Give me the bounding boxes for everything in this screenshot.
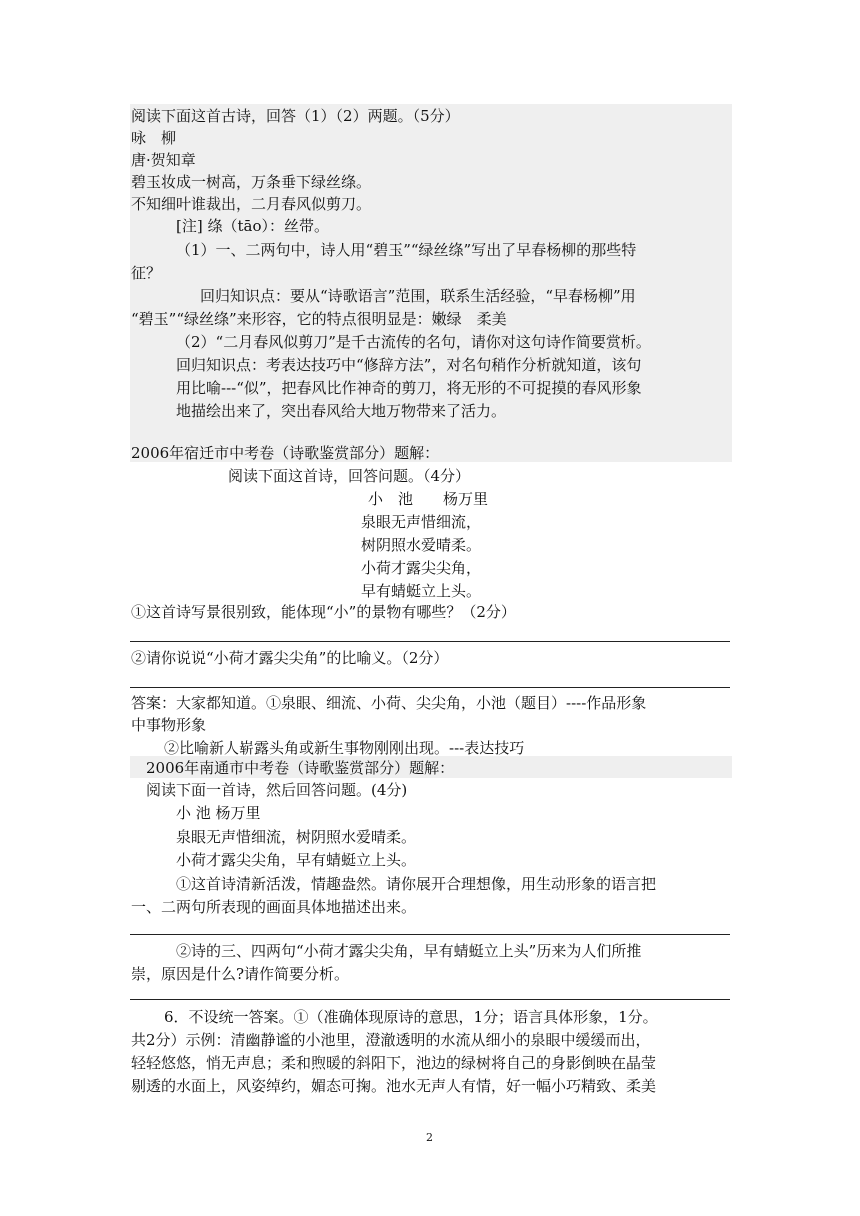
s3-ans-line4: 剔透的水面上，风姿绰约，媚态可掬。池水无声人有情，好一幅小巧精致、柔美 (131, 1077, 657, 1095)
s1-poem-title: 咏 柳 (131, 129, 177, 147)
s3-poem-title: 小 池 杨万里 (176, 804, 261, 822)
s2-ans-line2: 中事物形象 (131, 716, 207, 734)
s2-intro: 阅读下面这首诗，回答问题。（4分） (228, 467, 471, 485)
s1-poem-line1: 碧玉妆成一树高，万条垂下绿丝绦。 (131, 173, 372, 191)
s3-q1-line2: 一、二两句所表现的画面具体地描述出来。 (131, 898, 417, 916)
s3-q2-line1: ②诗的三、四两句“小荷才露尖尖角，早有蜻蜓立上头”历来为人们所推 (176, 942, 642, 960)
s1-a2-line3: 地描绘出来了，突出春风给大地万物带来了活力。 (176, 402, 507, 420)
s2-poem-line1: 泉眼无声惜细流， (361, 513, 482, 531)
s2-poem-line4: 早有蜻蜓立上头。 (361, 582, 482, 600)
answer-line (130, 999, 730, 1000)
s1-q1-line1: （1）一、二两句中，诗人用“碧玉”“绿丝绦”写出了早春杨柳的那些特 (176, 241, 637, 259)
s3-ans-line1: 6．不设统一答案。①（准确体现原诗的意思，1分；语言具体形象，1分。 (164, 1008, 658, 1026)
s2-ans-line3: ②比喻新人崭露头角或新生事物刚刚出现。---表达技巧 (164, 739, 525, 757)
s3-intro: 阅读下面一首诗，然后回答问题。(4分) (146, 781, 408, 799)
s1-note: [注] 绦（tāo）：丝带。 (176, 217, 329, 235)
s2-poem-line3: 小荷才露尖尖角， (361, 559, 482, 577)
s2-q2: ②请你说说“小荷才露尖尖角”的比喻义。（2分） (131, 649, 449, 667)
s1-intro: 阅读下面这首古诗，回答（1）（2）两题。（5分） (131, 107, 460, 125)
s2-poem-title: 小 池 杨万里 (368, 490, 489, 508)
s1-q2: （2）“二月春风似剪刀”是千古流传的名句，请你对这句诗作简要赏析。 (176, 333, 651, 351)
s1-poem-author: 唐·贺知章 (131, 151, 196, 169)
s2-ans-line1: 答案：大家都知道。①泉眼、细流、小荷、尖尖角，小池（题目）----作品形象 (131, 694, 647, 712)
s3-poem-line1: 泉眼无声惜细流，树阴照水爱晴柔。 (176, 828, 417, 846)
answer-line (130, 934, 730, 935)
s1-poem-line2: 不知细叶谁裁出，二月春风似剪刀。 (131, 195, 372, 213)
s3-q1-line1: ①这首诗清新活泼，情趣盎然。请你展开合理想像，用生动形象的语言把 (176, 875, 657, 893)
s2-poem-line2: 树阴照水爱晴柔。 (361, 536, 482, 554)
answer-line (130, 687, 730, 688)
s3-q2-line2: 崇，原因是什么?请作简要分析。 (131, 965, 350, 983)
answer-line (130, 641, 730, 642)
s1-a1-line2: “碧玉”“绿丝绦”来形容，它的特点很明显是：嫩绿 柔美 (131, 310, 507, 328)
s3-poem-line2: 小荷才露尖尖角，早有蜻蜓立上头。 (176, 851, 417, 869)
s1-a2-line2: 用比喻---“似”，把春风比作神奇的剪刀，将无形的不可捉摸的春风形象 (176, 379, 642, 397)
s2-heading: 2006年宿迁市中考卷（诗歌鉴赏部分）题解： (131, 444, 440, 462)
s3-heading: 2006年南通市中考卷（诗歌鉴赏部分）题解： (146, 759, 455, 777)
page-number: 2 (426, 1131, 433, 1144)
s3-ans-line3: 轻轻悠悠，悄无声息；柔和煦暖的斜阳下，池边的绿树将自己的身影倒映在晶莹 (131, 1054, 657, 1072)
s3-ans-line2: 共2分）示例：清幽静谧的小池里，澄澈透明的水流从细小的泉眼中缓缓而出， (131, 1031, 651, 1049)
s1-a1-line1: 回归知识点：要从“诗歌语言”范围，联系生活经验，“早春杨柳”用 (200, 287, 636, 305)
s1-a2-line1: 回归知识点：考表达技巧中“修辞方法”，对名句稍作分析就知道，该句 (176, 356, 642, 374)
s2-q1: ①这首诗写景很别致，能体现“小”的景物有哪些？（2分） (131, 603, 516, 621)
s1-q1-line2: 征？ (131, 264, 162, 282)
